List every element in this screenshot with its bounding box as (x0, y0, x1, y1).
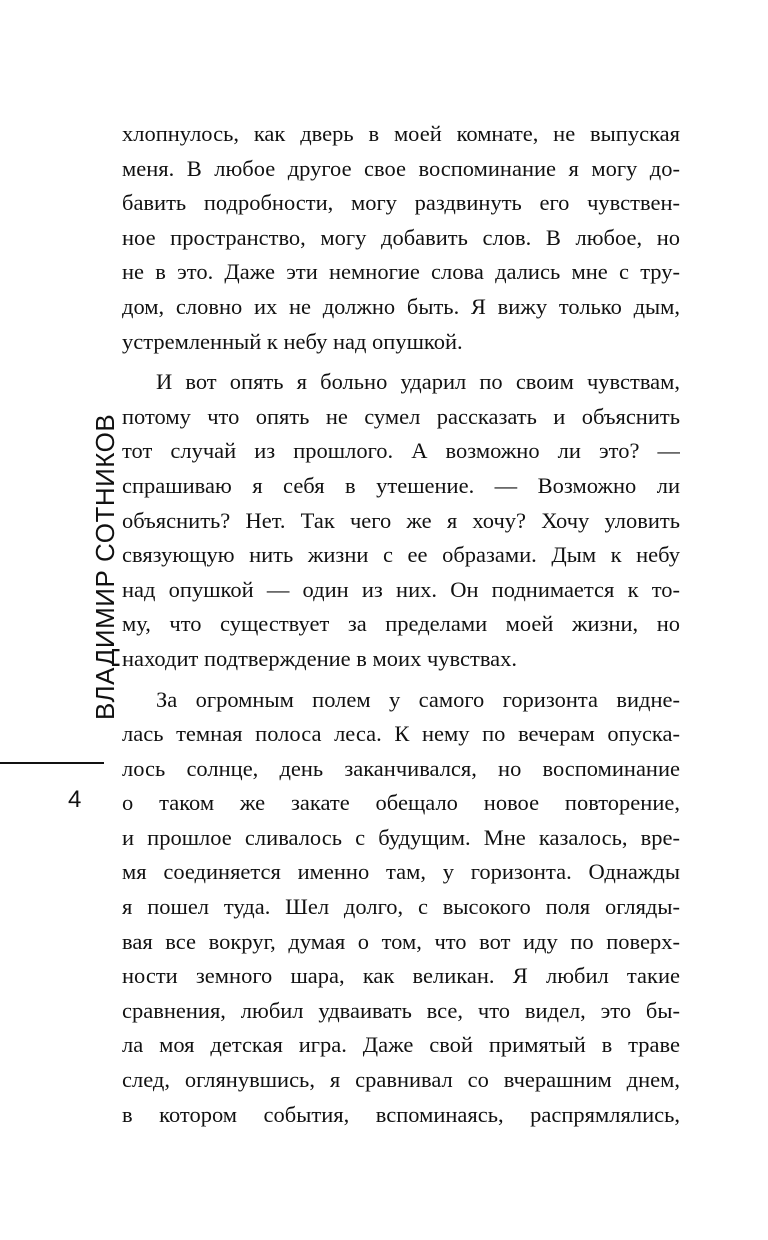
text-line: ности земного шара, как великан. Я любил такие (122, 963, 680, 989)
text-line: след, оглянувшись, я сравнивал со вчерашним днем, (122, 1067, 680, 1093)
text-line: находит подтверждение в моих чувствах. (122, 645, 518, 671)
text-line: о таком же закате обещало новое повторение, (122, 790, 680, 816)
text-line: И вот опять я больно ударил по своим чувствам, (156, 369, 680, 395)
text-line: мя соединяется именно там, у горизонта. Однажды (122, 859, 680, 885)
text-line: вая все вокруг, думая о том, что вот иду по поверх- (122, 928, 680, 954)
text-line: устремленный к небу над опушкой. (122, 328, 463, 354)
text-line: За огромным полем у самого горизонта видне- (156, 686, 680, 712)
text-line: ное пространство, могу добавить слов. В любое, но (122, 224, 680, 250)
text-line: я пошел туда. Шел долго, с высокого поля огляды- (122, 894, 680, 920)
paragraph-3 (122, 683, 680, 1133)
body-text (122, 117, 680, 1132)
text-line: сравнения, любил удваивать все, что видел, это бы- (122, 997, 680, 1023)
page-number: 4 (68, 786, 82, 813)
margin-rule (0, 762, 104, 764)
text-line: спрашиваю я себя в утешение. — Возможно ли (122, 472, 680, 498)
text-line: лось солнце, день заканчивался, но воспоминание (122, 755, 680, 781)
text-line: хлопнулось, как дверь в моей комнате, не выпуская (122, 121, 680, 146)
text-line: меня. В любое другое свое воспоминание я могу до- (122, 155, 680, 181)
text-line: связующую нить жизни с ее образами. Дым к небу (122, 542, 680, 568)
paragraph-2 (122, 365, 680, 676)
text-line: в котором события, вспоминаясь, распрямлялись, (122, 1101, 680, 1127)
text-line: и прошлое сливалось с будущим. Мне казалось, вре- (122, 824, 680, 850)
text-line: бавить подробности, могу раздвинуть его чувствен- (122, 190, 680, 216)
text-line: му, что существует за пределами моей жизни, но (122, 611, 680, 637)
text-line: потому что опять не сумел рассказать и объяснить (122, 403, 680, 429)
running-head-author: ВЛАДИМИР СОТНИКОВ (90, 413, 120, 720)
text-line: над опушкой — один из них. Он поднимается к то- (122, 576, 680, 602)
text-line: ла моя детская игра. Даже свой примятый в траве (122, 1032, 680, 1058)
text-line: лась темная полоса леса. К нему по вечерам опуска- (122, 721, 680, 747)
text-line: не в это. Даже эти немногие слова дались мне с тру- (122, 259, 680, 285)
paragraph-1 (122, 117, 680, 359)
text-line: дом, словно их не должно быть. Я вижу только дым, (122, 293, 680, 319)
text-line: объяснить? Нет. Так чего же я хочу? Хочу уловить (122, 507, 680, 533)
text-line: тот случай из прошлого. А возможно ли это? — (122, 438, 680, 464)
